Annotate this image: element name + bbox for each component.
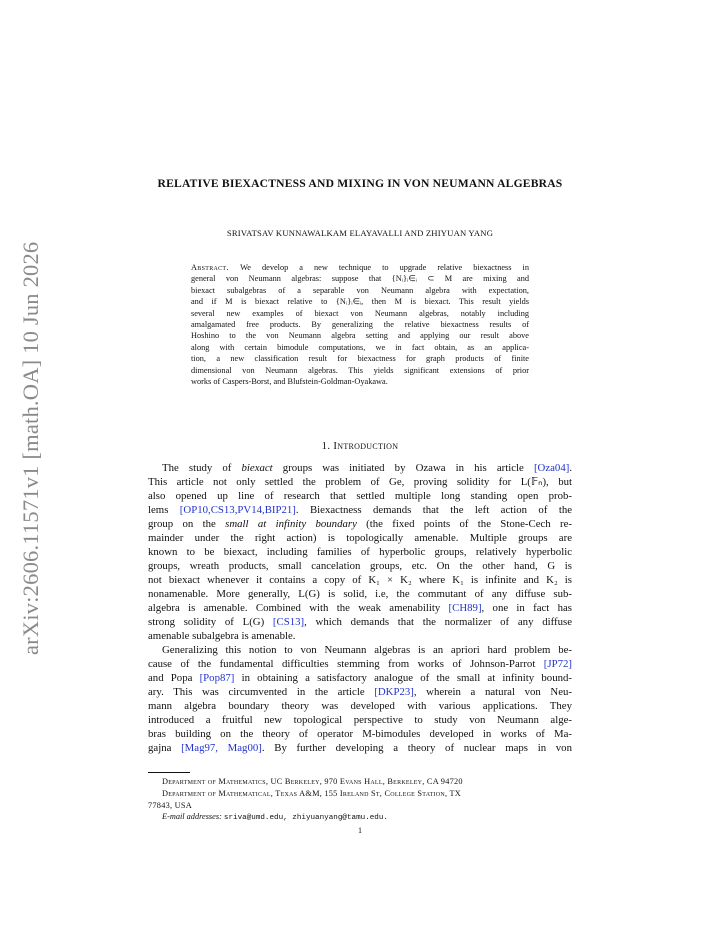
abstract-line: dimensional von Neumann algebras. This yields significant extensions of prior xyxy=(191,365,529,375)
body-line: not biexact whenever it contains a copy of K₁ × K₂ where K₁ is infinite and K₂ is xyxy=(148,574,572,586)
citation-link[interactable]: [CH89] xyxy=(448,602,482,614)
body-line: amenable subalgebra is amenable. xyxy=(148,630,296,642)
abstract-line: Hoshino to the von Neumann algebra setting and applying our result above xyxy=(191,331,529,341)
body-line: lems [OP10,CS13,PV14,BIP21]. Biexactness demands that the left action of the xyxy=(148,504,573,516)
abstract-line: amalgamated free products. By generalizing the relative biexactness results of xyxy=(191,320,529,330)
body-line: and Popa [Pop87] in obtaining a satisfactory analogue of the small at infinity bound- xyxy=(148,672,572,684)
body-line: cause of the fundamental difficulties stemming from works of Johnson-Parrot [JP72] xyxy=(148,658,572,670)
email-addresses[interactable]: sriva@umd.edu, zhiyuanyang@tamu.edu. xyxy=(223,814,388,822)
abstract-line: biexact subalgebras of a separable von Neumann algebra with expectation, xyxy=(191,285,529,295)
body-line: mainder under the right action) is topologically amenable. Multiple groups are xyxy=(148,532,572,544)
email-label: E-mail addresses: xyxy=(162,812,222,821)
body-line: also opened up line of research that settled multiple long standing open prob- xyxy=(148,490,572,502)
body-line: group on the small at infinity boundary (the fixed points of the Stone-Cech re- xyxy=(148,518,572,530)
citation-link[interactable]: [CS13] xyxy=(272,616,305,628)
abstract-line: and if M is biexact relative to {Nᵢ}ᵢ∈ᵢ, then M is biexact. This result yields xyxy=(191,297,529,307)
body-line: bras building on the theory of operator M-bimodules developed in works of Ma- xyxy=(148,728,572,740)
body-line: introduced a fruitful new topological perspective to study von Neumann alge- xyxy=(148,714,572,726)
citation-link[interactable]: [Oza04] xyxy=(533,462,570,474)
citation-link[interactable]: [JP72] xyxy=(543,658,572,670)
body-line: The study of biexact groups was initiated by Ozawa in his article [Oza04]. xyxy=(162,462,573,474)
citation-link[interactable]: [DKP23] xyxy=(374,686,414,698)
footnote-address-tamu-line1: Department of Mathematical, Texas A&M, 155 Ireland St, College Station, TX xyxy=(162,789,461,798)
citation-link[interactable]: [OP10,CS13,PV14,BIP21] xyxy=(179,504,296,516)
body-line: known to be biexact, including families of hyperbolic groups, relatively hyperbolic xyxy=(148,546,572,558)
body-line: algebra is amenable. Combined with the weak amenability [CH89], one in fact has xyxy=(148,602,572,614)
section-title: Introduction xyxy=(333,440,399,452)
citation-link[interactable]: [Pop87] xyxy=(199,672,235,684)
abstract-line: general von Neumann algebras: suppose that {Nᵢ}ᵢ∈ᵢ ⊂ M are mixing and xyxy=(191,274,529,284)
paper-authors: SRIVATSAV KUNNAWALKAM ELAYAVALLI AND ZHIYUAN YANG xyxy=(226,228,494,238)
footnote-address-berkeley xyxy=(148,776,572,788)
body-line: gajna [Mag97, Mag00]. By further developing a theory of nuclear maps in von xyxy=(148,742,572,754)
section-number: 1. xyxy=(321,440,331,452)
section-heading-introduction xyxy=(150,440,570,452)
body-line: This article not only settled the problem of Ge, proving solidity for L(𝔽ₙ), but xyxy=(148,476,572,488)
arxiv-identifier-stamp: arXiv:2606.11571v1 [math.OA] 10 Jun 2026 xyxy=(18,241,43,655)
footnote-address-berkeley-text: Department of Mathematics, UC Berkeley, 970 Evans Hall, Berkeley, CA 94720 xyxy=(162,777,463,786)
abstract-heading: Abstract. xyxy=(191,263,241,272)
paper-title: RELATIVE BIEXACTNESS AND MIXING IN VON NEUMANN ALGEBRAS xyxy=(157,177,563,190)
body-line: Generalizing this notion to von Neumann algebras is an apriori hard problem be- xyxy=(162,644,572,656)
abstract-line: along with certain bimodule computations, we in fact obtain, as an applica- xyxy=(191,342,529,352)
abstract xyxy=(191,262,529,387)
emphasis-text: small at infinity boundary xyxy=(225,518,357,530)
abstract-line: works of Caspers-Borst, and Blufstein-Goldman-Oyakawa. xyxy=(191,377,388,387)
body-line: ary. This was circumvented in the article [DKP23], wherein a natural von Neu- xyxy=(148,686,572,698)
body-line: strong solidity of L(G) [CS13], which demands that the normalizer of any diffuse xyxy=(148,616,572,628)
footnote-rule xyxy=(148,772,190,773)
footnote-address-tamu-line2: 77843, USA xyxy=(148,800,192,810)
body-line: nonamenable. More generally, L(G) is solid, i.e, the commutant of any diffuse sub- xyxy=(148,588,572,600)
body-line: groups, wreath products, small cancelation groups, etc. On the other hand, G is xyxy=(148,560,572,572)
abstract-line: tion, a new classification result for biexactness for graph products of finite xyxy=(191,354,529,364)
page-number: 1 xyxy=(358,826,362,835)
abstract-line: Abstract. We develop a new technique to upgrade relative biexactness in xyxy=(191,263,529,272)
body-line: mann algebra boundary theory was developed with various applications. They xyxy=(148,700,572,712)
abstract-line: several new examples of biexact von Neumann algebras, notably including xyxy=(191,308,529,318)
emphasis-text: biexact xyxy=(241,462,273,474)
footnote-address-tamu xyxy=(148,788,572,811)
footnote-emails xyxy=(148,811,572,825)
introduction-body xyxy=(148,461,572,755)
citation-link[interactable]: [Mag97, Mag00] xyxy=(181,742,262,754)
